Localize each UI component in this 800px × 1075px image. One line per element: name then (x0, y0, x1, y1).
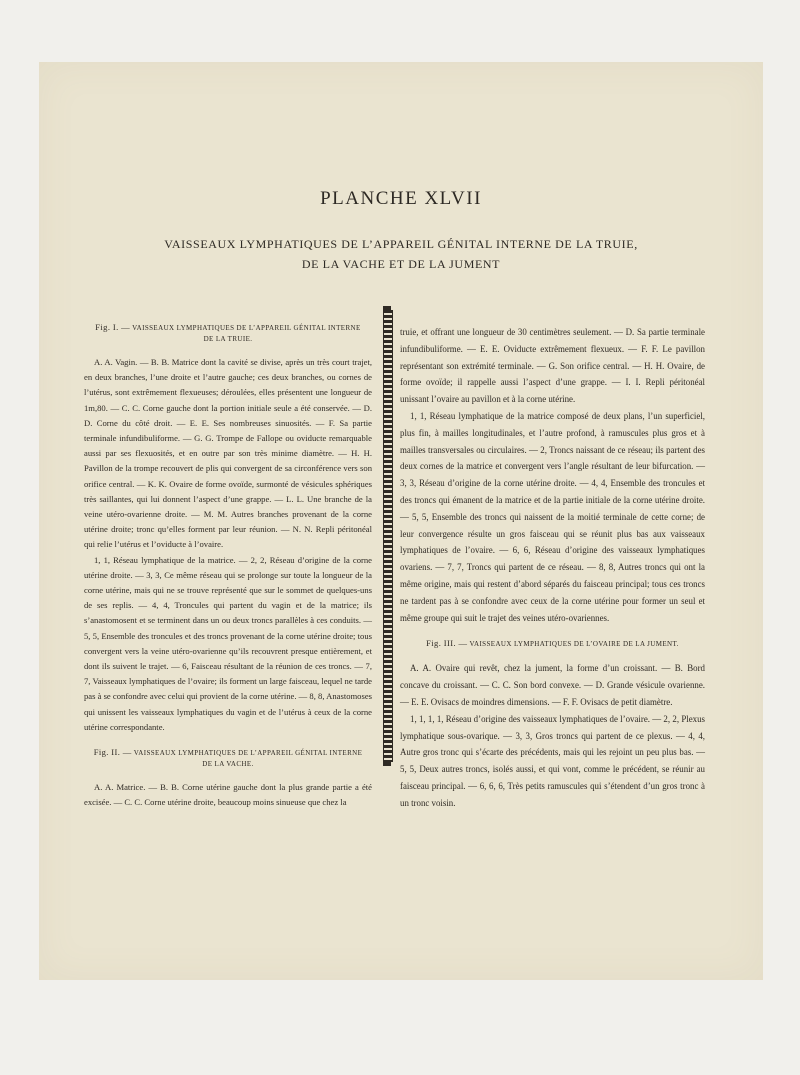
fig1-legend-letters: A. A. Vagin. — B. B. Matrice dont la cavité se divise, après un très court trajet, en deux branches, l’une droite et l’autre gauche; ces deux branches, ou cornes de l’utérus, sont extrêmement flexueuses; déroulées, elles présentent une longueur de 1m,80. — C. C. Corne gauche dont la portion initiale seule a été conservée. — D. D. Corne du côté droit. — E. E. Ses nombreuses sinuosités. — F. Sa partie terminale infundibuliforme. — G. G. Trompe de Fallope ou oviducte remarquable aussi par ses flexuosités, et en outre par son très minime diamètre. — H. H. Pavillon de la trompe recouvert de plis qui convergent de sa circonférence vers son orifice central. — K. K. Ovaire de forme ovoïde, surmonté de vésicules sphériques très saillantes, qui lui donnent l’aspect d’une grappe. — L. L. Une branche de la veine utéro-ovarienne droite. — M. M. Autres branches provenant de la corne utérine droite; tronc qu’elles forment par leur réunion. — N. N. Repli péritonéal qui relie l’utérus et l’oviducte à l’ovaire. (84, 357, 372, 550)
column-rule (383, 310, 393, 762)
fig3-heading (400, 638, 705, 650)
fig2-title-2: DE LA VACHE. (202, 760, 254, 769)
fig1-label: Fig. I. — (95, 322, 131, 332)
fig2-label: Fig. II. — (93, 747, 132, 758)
fig2-title: VAISSEAUX LYMPHATIQUES DE L’APPAREIL GÉNITAL INTERNE (133, 749, 363, 758)
fig1-legend-numbers: 1, 1, Réseau lymphatique de la matrice. — 2, 2, Réseau d’origine de la corne utérine droite. — 3, 3, Ce même réseau qui se prolonge sur toute la longueur de la corne utérine, mais qui ne se trouve représenté que sur le sommet de quelques-uns de ses replis. — 4, 4, Troncules qui partent du vagin et de la matrice; ils s’anastomosent et se terminent dans un ou deux troncs parallèles à ces conduits. — 5, 5, Ensemble des troncules et des troncs provenant de la corne utérine droite; tous convergent vers la veine utéro-ovarienne qu’ils recouvrent presque entièrement, et dont ils suivent le trajet. — 6, Faisceau résultant de la réunion de ces troncs. — 7, 7, Vaisseaux lymphatiques de l’ovaire; ils forment un large faisceau, lequel ne tarde pas à se confondre avec celui qui provient de la corne utérine. — 8, 8, Anastomoses qui unissent les vaisseaux lymphatiques du vagin et de l’utérus à ceux de la corne utérine correspondante. (84, 554, 372, 732)
fig2-legend-letters: A. A. Matrice. — B. B. Corne utérine gauche dont la plus grande partie a été excisée. — C. C. Corne utérine droite, beaucoup moins sinueuse que chez la (84, 782, 372, 808)
fig3-label: Fig. III. — (426, 638, 468, 649)
fig1-title: VAISSEAUX LYMPHATIQUES DE L’APPAREIL GÉNITAL INTERNE (132, 324, 361, 332)
fig3-legend-numbers: 1, 1, 1, 1, Réseau d’origine des vaisseaux lymphatiques de l’ovaire. — 2, 2, Plexus lymphatique sous-ovarique. — 3, 3, Gros troncs qui partent de ce plexus. — 4, 4, Autre gros tronc qui s’écarte des précédents, mais qui les rejoint un peu plus bas. — 5, 5, Deux autres troncs, isolés aussi, et qui vont, comme le précédent, se réunir au faisceau principal. — 6, 6, 6, Très petits ramuscules qui s’étendent d’un gros tronc à un tronc voisin. (400, 713, 705, 808)
fig3-legend-letters: A. A. Ovaire qui revêt, chez la jument, la forme d’un croissant. — B. Bord concave du croissant. — C. C. Son bord convexe. — D. Grande vésicule ovarienne. — E. E. Ovisacs de moindres dimensions. — F. F. Ovisacs de petit diamètre. (400, 663, 705, 707)
fig3-title: VAISSEAUX LYMPHATIQUES DE L’OVAIRE DE LA JUMENT. (469, 640, 679, 649)
fig2-legend-numbers: 1, 1, Réseau lymphatique de la matrice composé de deux plans, l’un superficiel, plus fin, à mailles longitudinales, et l’autre profond, à ramuscules plus gros et à mailles transversales ou circulaires. — 2, Troncs naissant de ce réseau; ils partent des deux cornes de la matrice et convergent vers l’angle résultant de leur bifurcation. — 3, 3, Réseau d’origine de la corne utérine droite. — 4, 4, Ensemble des troncules et des troncs qui émanent de la matrice et de la partie initiale de la corne utérine droite. — 5, 5, Ensemble des troncs qui naissent de la moitié terminale de cette corne; de leur convergence résulte un gros faisceau qui se réunit plus bas aux vaisseaux lymphatiques de l’ovaire. — 6, 6, Réseau d’origine des vaisseaux lymphatiques ovariens. — 7, 7, Troncs qui partent de ce réseau. — 8, 8, Autres troncs qui ont la même origine, mais qui restent d’abord séparés du faisceau principal; tous ces troncs ne tardent pas à se confondre avec ceux de la corne utérine pour former un seul et même groupe qui suit le trajet des veines utéro-ovariennes. (400, 410, 705, 623)
fig1-title-2: DE LA TRUIE. (203, 335, 253, 343)
fig2-legend-letters-cont: truie, et offrant une longueur de 30 centimètres seulement. — D. Sa partie terminale infundibuliforme. — E. E. Oviducte extrêmement flexueux. — F. F. Le pavillon représentant son extrémité terminale. — G. Son orifice central. — H. H. Ovaire, de forme ovoïde; il rappelle aussi l’aspect d’une grappe. — I. I. Repli péritonéal unissant l’ovaire au pavillon et à la corne utérine. (400, 327, 705, 405)
plate-title: PLANCHE XLVII (320, 188, 482, 209)
plate-subtitle: VAISSEAUX LYMPHATIQUES DE L’APPAREIL GÉNITAL INTERNE DE LA TRUIE, DE LA VACHE ET DE LA JUMENT (164, 237, 638, 271)
fig2-heading (84, 747, 372, 770)
left-column (84, 322, 372, 810)
fig1-heading (84, 322, 372, 345)
column-rule-bottom (383, 760, 391, 766)
right-column (400, 324, 705, 812)
